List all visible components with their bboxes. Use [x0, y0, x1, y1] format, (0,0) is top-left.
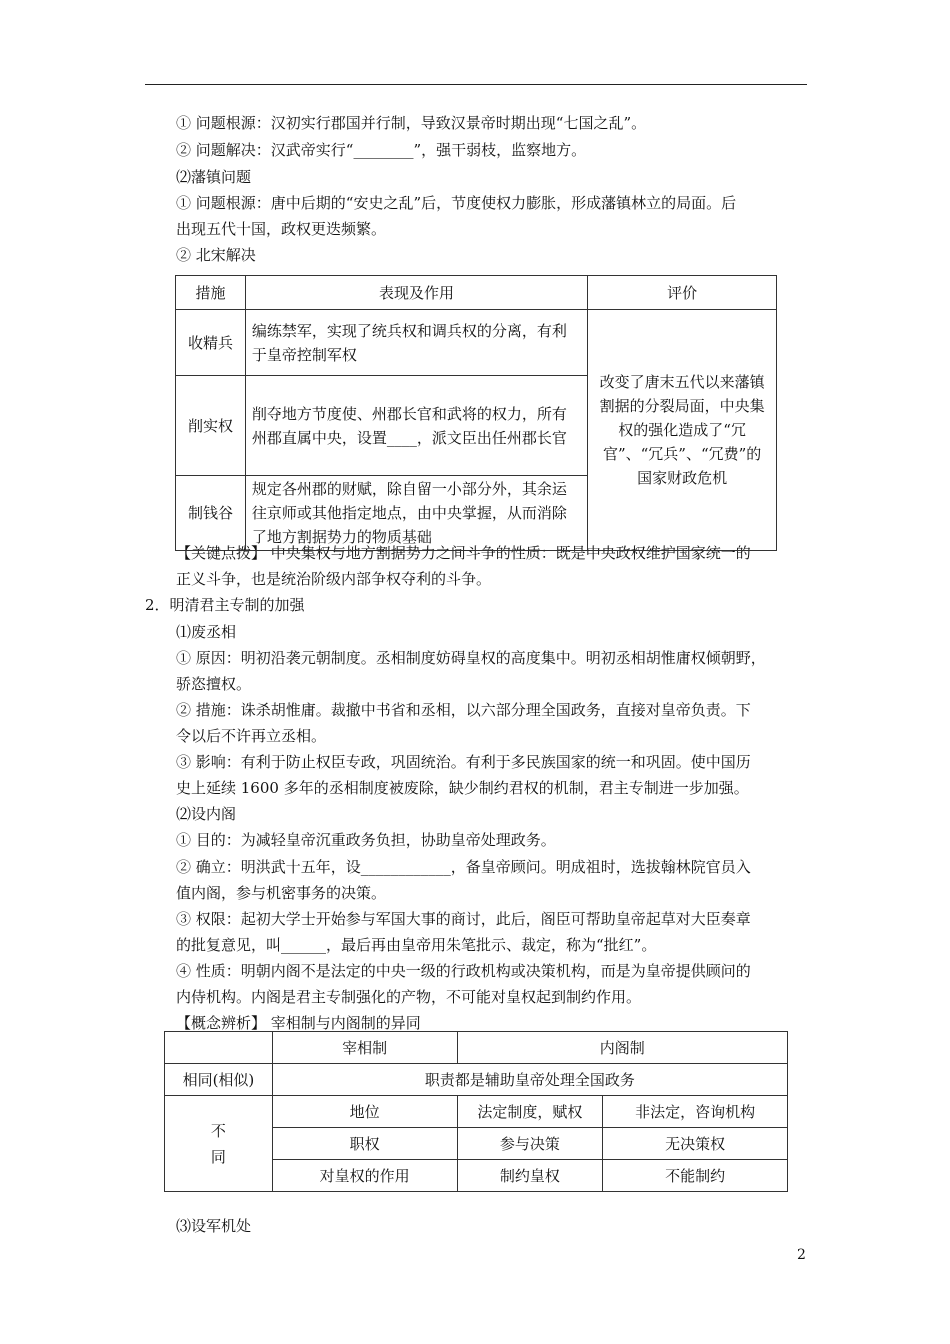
text-line: ④ 性质：明朝内阁不是法定的中央一级的行政机构或决策机构，而是为皇帝提供顾问的: [176, 962, 751, 980]
table-header: 措施: [176, 276, 246, 310]
blank-cell: [165, 1032, 273, 1064]
text-line: ⑶设军机处: [176, 1217, 252, 1235]
text-line: 【概念辨析】 宰相制与内阁制的异同: [176, 1014, 421, 1032]
text-line: ⑴废丞相: [176, 623, 237, 641]
text-line: 值内阁，参与机密事务的决策。: [176, 884, 387, 902]
header-rule: [145, 84, 807, 85]
text-line: ③ 影响：有利于防止权臣专政，巩固统治。有利于多民族国家的统一和巩固。使中国历: [176, 753, 751, 771]
neige-cell: 不能制约: [603, 1160, 788, 1192]
col-header-zaixiang: 宰相制: [272, 1032, 457, 1064]
zaixiang-cell: 法定制度，赋权: [457, 1096, 603, 1128]
text-line: ② 问题解决：汉武帝实行“________”，强干弱枝，监察地方。: [176, 141, 587, 159]
table-header: 评价: [588, 276, 777, 310]
detail-cell: 削夺地方节度使、州郡长官和武将的权力，所有州郡直属中央，设置____，派文臣出任州郡长官: [245, 376, 587, 476]
measure-cell: 收精兵: [176, 310, 246, 376]
same-label: 相同(相似): [165, 1064, 273, 1096]
compare-table: [164, 1031, 788, 1192]
text-line: ③ 权限：起初大学士开始参与军国大事的商讨，此后，阁臣可帮助皇帝起草对大臣奏章: [176, 910, 751, 928]
neige-cell: 无决策权: [603, 1128, 788, 1160]
detail-cell: 规定各州郡的财赋，除自留一小部分外，其余运往京师或其他指定地点，由中央掌握，从而消除了地方割据势力的物质基础: [245, 476, 587, 551]
neige-cell: 非法定，咨询机构: [603, 1096, 788, 1128]
song-measures-table: [175, 275, 777, 551]
text-line: 【关键点拨】 中央集权与地方割据势力之间斗争的性质：既是中央政权维护国家统一的: [176, 544, 751, 562]
text-line: ① 原因：明初沿袭元朝制度。丞相制度妨碍皇权的高度集中。明初丞相胡惟庸权倾朝野，: [176, 649, 766, 667]
text-line: 骄恣擅权。: [176, 675, 252, 693]
text-line: 令以后不许再立丞相。: [176, 727, 327, 745]
diff-label-char: 同: [210, 1147, 226, 1166]
aspect-cell: 职权: [272, 1128, 457, 1160]
text-line: ② 措施：诛杀胡惟庸。裁撤中书省和丞相，以六部分理全国政务，直接对皇帝负责。下: [176, 701, 751, 719]
measure-cell: 削实权: [176, 376, 246, 476]
text-line: ① 目的：为减轻皇帝沉重政务负担，协助皇帝处理政务。: [176, 831, 556, 849]
same-text: 职责都是辅助皇帝处理全国政务: [272, 1064, 787, 1096]
diff-label: [165, 1096, 273, 1192]
text-line: 的批复意见，叫______，最后再由皇帝用朱笔批示、裁定，称为“批红”。: [176, 936, 657, 954]
text-line: ⑵藩镇问题: [176, 168, 252, 186]
text-line: ① 问题根源：汉初实行郡国并行制，导致汉景帝时期出现“七国之乱”。: [176, 114, 647, 132]
aspect-cell: 对皇权的作用: [272, 1160, 457, 1192]
col-header-neige: 内阁制: [457, 1032, 788, 1064]
text-line: 内侍机构。内阁是君主专制强化的产物，不可能对皇权起到制约作用。: [176, 988, 642, 1006]
measure-cell: 制钱谷: [176, 476, 246, 551]
aspect-cell: 地位: [272, 1096, 457, 1128]
text-line: ① 问题根源：唐中后期的“安史之乱”后，节度使权力膨胀，形成藩镇林立的局面。后: [176, 194, 737, 212]
diff-label-char: 不: [210, 1121, 226, 1140]
text-line: ② 确立：明洪武十五年，设____________，备皇帝顾问。明成祖时，选拔翰林院官员入: [176, 858, 751, 876]
text-line: 史上延续 1600 多年的丞相制度被废除，缺少制约君权的机制，君主专制进一步加强。: [176, 779, 749, 797]
detail-cell: 编练禁军，实现了统兵权和调兵权的分离，有利于皇帝控制军权: [245, 310, 587, 376]
text-line: 出现五代十国，政权更迭频繁。: [176, 220, 387, 238]
zaixiang-cell: 制约皇权: [457, 1160, 603, 1192]
page-number: 2: [797, 1247, 806, 1263]
table-header: 表现及作用: [245, 276, 587, 310]
zaixiang-cell: 参与决策: [457, 1128, 603, 1160]
text-line: 2．明清君主专制的加强: [145, 596, 305, 614]
text-line: 正义斗争，也是统治阶级内部争权夺利的斗争。: [176, 570, 492, 588]
text-line: ⑵设内阁: [176, 805, 237, 823]
evaluation-cell: 改变了唐末五代以来藩镇割据的分裂局面，中央集权的强化造成了“冗官”、“冗兵”、“冗费”的国家财政危机: [588, 310, 777, 551]
text-line: ② 北宋解决: [176, 246, 256, 264]
